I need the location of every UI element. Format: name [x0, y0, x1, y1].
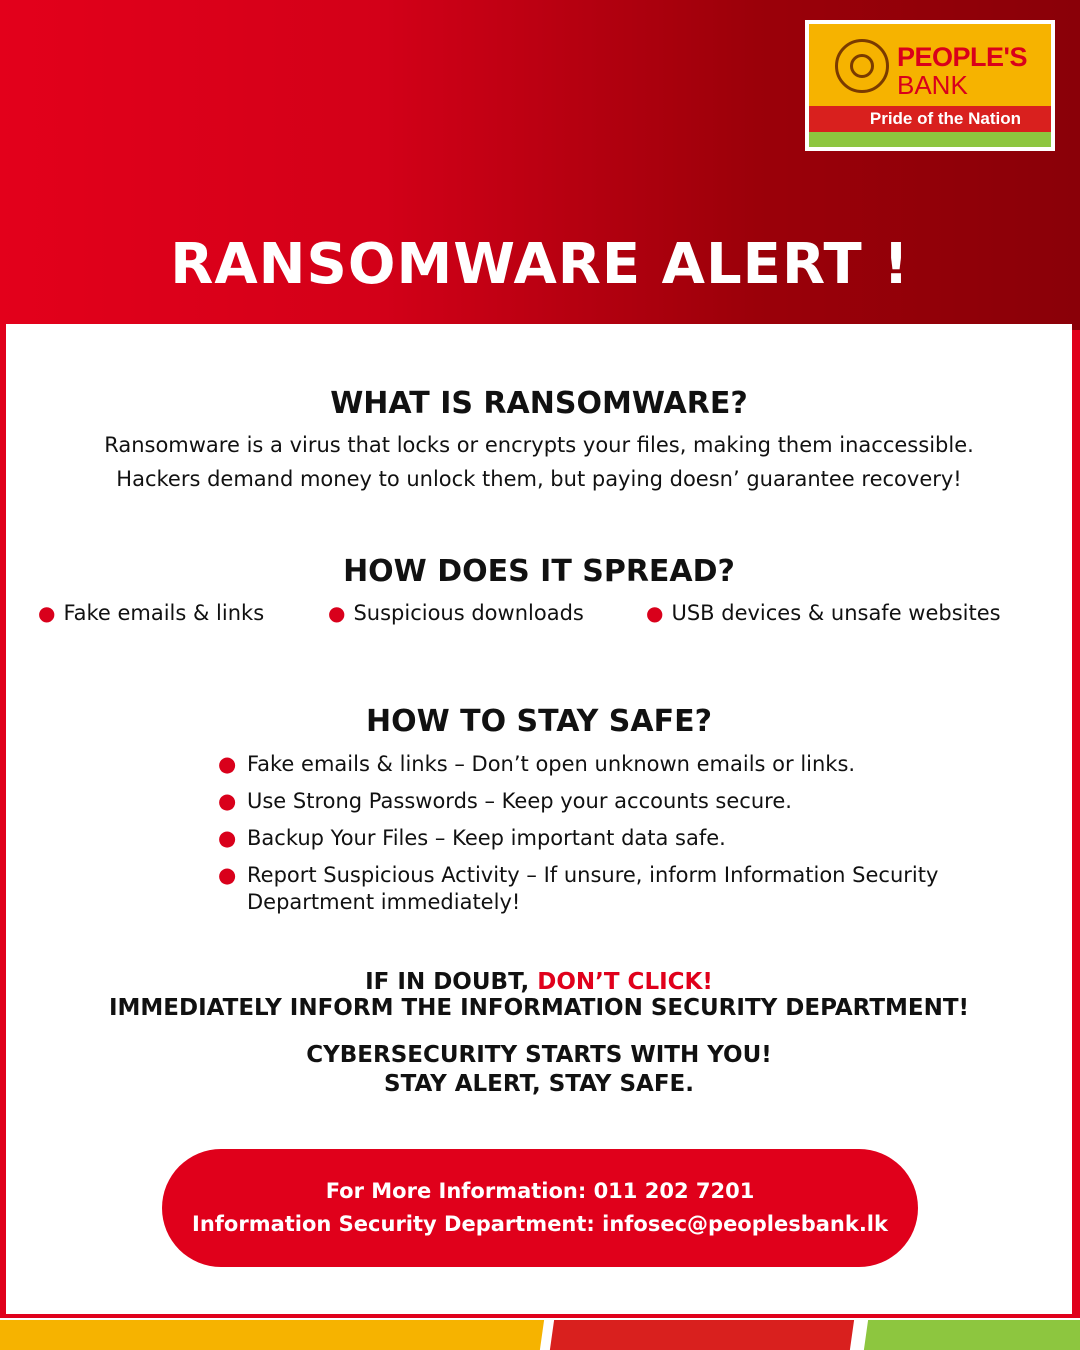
- peoples-bank-logo: [805, 20, 1055, 151]
- slogan-line-1: CYBERSECURITY STARTS WITH YOU!: [306, 1042, 772, 1068]
- bullet-icon: ●: [218, 826, 237, 850]
- contact-email: Information Security Department: infosec@peoplesbank.lk: [192, 1212, 888, 1236]
- logo-tagline: Pride of the Nation: [809, 106, 1051, 132]
- contact-phone: For More Information: 011 202 7201: [325, 1179, 755, 1203]
- spread-item: [646, 601, 1001, 625]
- bullet-icon: ●: [38, 601, 56, 625]
- bullet-icon: ●: [646, 601, 664, 625]
- footer-stripes: [0, 1318, 1080, 1350]
- bullet-icon: ●: [218, 863, 237, 887]
- bullet-icon: ●: [218, 752, 237, 776]
- what-line-2: Hackers demand money to unlock them, but paying doesn’ guarantee recovery!: [116, 467, 962, 491]
- list-item: [216, 751, 1006, 778]
- what-heading: WHAT IS RANSOMWARE?: [330, 386, 748, 421]
- list-item: [216, 862, 1006, 916]
- list-item-label: Report Suspicious Activity – If unsure, inform Information Security Department immediately!: [247, 863, 939, 914]
- spread-item-label: Fake emails & links: [63, 601, 265, 625]
- logo-green-stripe: [809, 132, 1051, 147]
- page-title: RANSOMWARE ALERT !: [170, 232, 910, 297]
- logo-yellow-panel: [809, 24, 1051, 106]
- doubt-prefix: IF IN DOUBT,: [365, 969, 538, 995]
- slogan-line-2: STAY ALERT, STAY SAFE.: [384, 1071, 694, 1097]
- footer-yellow-stripe: [0, 1320, 544, 1350]
- bullet-icon: ●: [218, 789, 237, 813]
- dont-click-highlight: DON’T CLICK!: [537, 969, 713, 995]
- doubt-line-1: [6, 968, 1072, 996]
- spread-item-label: USB devices & unsafe websites: [671, 601, 1001, 625]
- contact-box: [162, 1149, 918, 1267]
- doubt-line-2: IMMEDIATELY INFORM THE INFORMATION SECURITY DEPARTMENT!: [108, 995, 970, 1021]
- bank-seal-icon: [835, 39, 889, 93]
- what-line-1: Ransomware is a virus that locks or encrypts your files, making them inaccessible.: [104, 433, 974, 457]
- safe-list: [216, 751, 1006, 926]
- bullet-icon: ●: [328, 601, 346, 625]
- spread-item: [328, 601, 584, 625]
- safe-heading: HOW TO STAY SAFE?: [365, 704, 713, 739]
- list-item-label: Fake emails & links – Don’t open unknown emails or links.: [247, 752, 856, 776]
- list-item: [216, 825, 1006, 852]
- spread-heading: HOW DOES IT SPREAD?: [343, 554, 735, 589]
- footer-green-stripe: [864, 1320, 1080, 1350]
- spread-item-label: Suspicious downloads: [353, 601, 584, 625]
- logo-name-line2: BANK: [897, 70, 968, 100]
- list-item-label: Backup Your Files – Keep important data safe.: [247, 826, 726, 850]
- list-item: [216, 788, 1006, 815]
- footer-red-stripe: [550, 1320, 854, 1350]
- logo-name-line1: PEOPLE'S: [897, 42, 1027, 72]
- list-item-label: Use Strong Passwords – Keep your accounts secure.: [247, 789, 792, 813]
- spread-item: [38, 601, 264, 625]
- content-panel: [6, 324, 1072, 1314]
